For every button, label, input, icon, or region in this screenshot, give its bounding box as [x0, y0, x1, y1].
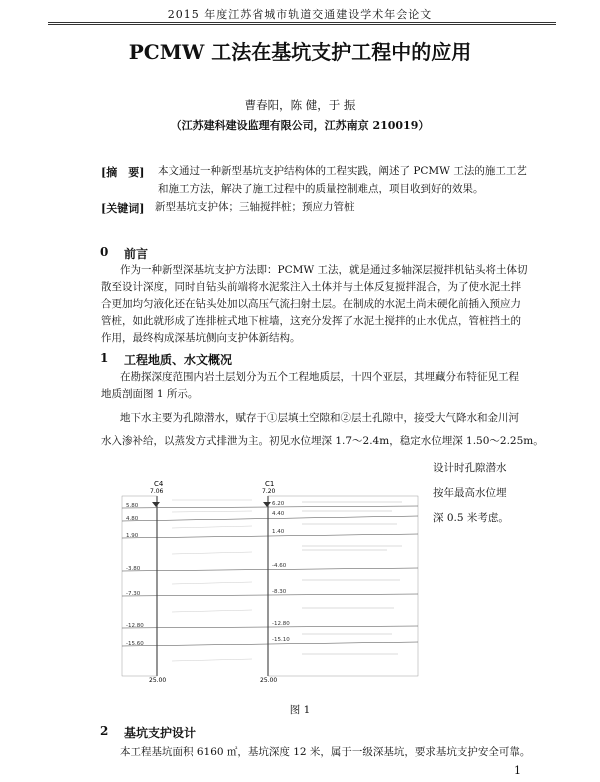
left-elev-mark: -7.30: [126, 591, 141, 597]
right-elev-mark: -15.10: [272, 637, 290, 643]
keywords-text: 新型基坑支护体；三轴搅拌桩；预应力管桩: [155, 201, 355, 213]
hatch-line: [172, 582, 252, 584]
section-number: 2: [100, 724, 109, 738]
hatch-line: [172, 610, 252, 612]
strata-boundary: [122, 568, 418, 571]
paper-affiliation: （江苏建科建设监理有限公司，江苏南京 210019）: [170, 119, 430, 132]
water-level-marker: [152, 502, 160, 507]
paper-authors: 曹春阳，陈 健，于 振: [244, 98, 356, 112]
right-borehole-top: 7.20: [262, 488, 276, 495]
abstract-line: 和施工方法，解决了施工过程中的质量控制难点，项目收到好的效果。: [158, 183, 484, 195]
left-elev-mark: -15.60: [126, 641, 144, 647]
side-note-line: 按年最高水位埋: [433, 487, 507, 499]
left-elev-mark: -12.80: [126, 623, 144, 629]
left-elev-mark: -3.80: [126, 566, 141, 572]
strata-boundary: [122, 506, 418, 508]
right-elev-mark: -12.80: [272, 621, 290, 627]
geological-profile-figure: [102, 476, 444, 682]
strata-boundary: [122, 516, 418, 521]
left-strata-box: [122, 496, 157, 676]
paragraph-line: 地质剖面图 1 所示。: [101, 388, 199, 400]
left-borehole-top: 7.06: [150, 488, 164, 495]
paragraph-line: 管桩，如此就形成了连排桩式地下桩墙，这充分发挥了水泥土搅拌的止水优点，管桩挡土的: [101, 315, 521, 327]
right-strata-box: [268, 496, 418, 676]
side-note-line: 设计时孔隙潜水: [433, 462, 507, 474]
section-number: 0: [100, 245, 109, 259]
paragraph-line: 地下水主要为孔隙潜水，赋存于①层填土空隙和②层土孔隙中，接受大气降水和金川河: [120, 412, 519, 424]
right-elev-mark: 6.20: [272, 501, 285, 507]
abstract-label: [摘 要]: [101, 166, 145, 179]
hatch-line: [172, 659, 252, 661]
right-elev-mark: 4.40: [272, 511, 285, 517]
water-level-marker: [263, 502, 271, 507]
paper-title: PCMW 工法在基坑支护工程中的应用: [128, 40, 472, 64]
paragraph-line: 作用，最终构成深基坑侧向支护体新结构。: [101, 332, 301, 344]
right-elev-mark: -8.30: [272, 589, 287, 595]
hatch-line: [172, 526, 252, 528]
right-elev-mark: 1.40: [272, 529, 285, 535]
left-elev-mark: 1.90: [126, 533, 139, 539]
paragraph-line: 合更加均匀液化还在钻头处加以高压气流扫射土层。在制成的水泥土尚未硬化前插入预应力: [101, 298, 521, 310]
running-header: 2015 年度江苏省城市轨道交通建设学术年会论文: [167, 8, 433, 21]
strata-boundaries: [122, 506, 418, 646]
side-note-line: 深 0.5 米考虑。: [433, 512, 509, 524]
strata-boundary: [122, 626, 418, 628]
figure-caption: 图 1: [289, 704, 311, 716]
section-title: 前言: [124, 247, 149, 261]
layer-description-text: [302, 502, 402, 654]
paragraph-line: 作为一种新型深基坑支护方法即：PCMW 工法，就是通过多轴深层搅拌机钻头将土体切: [120, 264, 528, 276]
right-borehole-bottom: 25.00: [260, 677, 278, 682]
paragraph-line: 本工程基坑面积 6160 ㎡，基坑深度 12 米，属于一级深基坑，要求基坑支护安全可靠。: [120, 746, 531, 758]
right-elev-mark: -4.60: [272, 563, 287, 569]
paragraph-line: 散至设计深度，同时自钻头前端将水泥浆注入土体并与土体反复搅拌混合，为了使水泥土拌: [101, 281, 521, 293]
left-borehole-bottom: 25.00: [149, 677, 167, 682]
paragraph-line: 水入渗补给，以蒸发方式排泄为主。初见水位埋深 1.7～2.4m，稳定水位埋深 1.50～2.25m。: [101, 435, 544, 447]
section-number: 1: [100, 351, 109, 365]
strata-boundary: [122, 642, 418, 646]
left-elev-mark: 5.80: [126, 503, 139, 509]
hatch-line: [172, 552, 252, 554]
hatch-line: [172, 511, 252, 512]
keywords-label: [关键词]: [101, 202, 145, 215]
right-borehole-id: C1: [265, 480, 275, 488]
strata-hatching: [172, 500, 252, 661]
section-title: 工程地质、水文概况: [124, 353, 233, 367]
header-rule: [48, 22, 556, 23]
paragraph-line: 在勘探深度范围内岩土层划分为五个工程地质层，十四个亚层，其埋藏分布特征见工程: [120, 371, 519, 383]
strata-boundary: [122, 594, 418, 596]
left-borehole-id: C4: [154, 480, 164, 488]
page-number: 1: [514, 764, 521, 777]
left-elev-mark: 4.80: [126, 516, 139, 522]
strata-boundary: [122, 534, 418, 538]
header-rule: [48, 24, 556, 25]
abstract-line: 本文通过一种新型基坑支护结构体的工程实践，阐述了 PCMW 工法的施工工艺: [158, 165, 527, 177]
section-title: 基坑支护设计: [124, 726, 197, 740]
